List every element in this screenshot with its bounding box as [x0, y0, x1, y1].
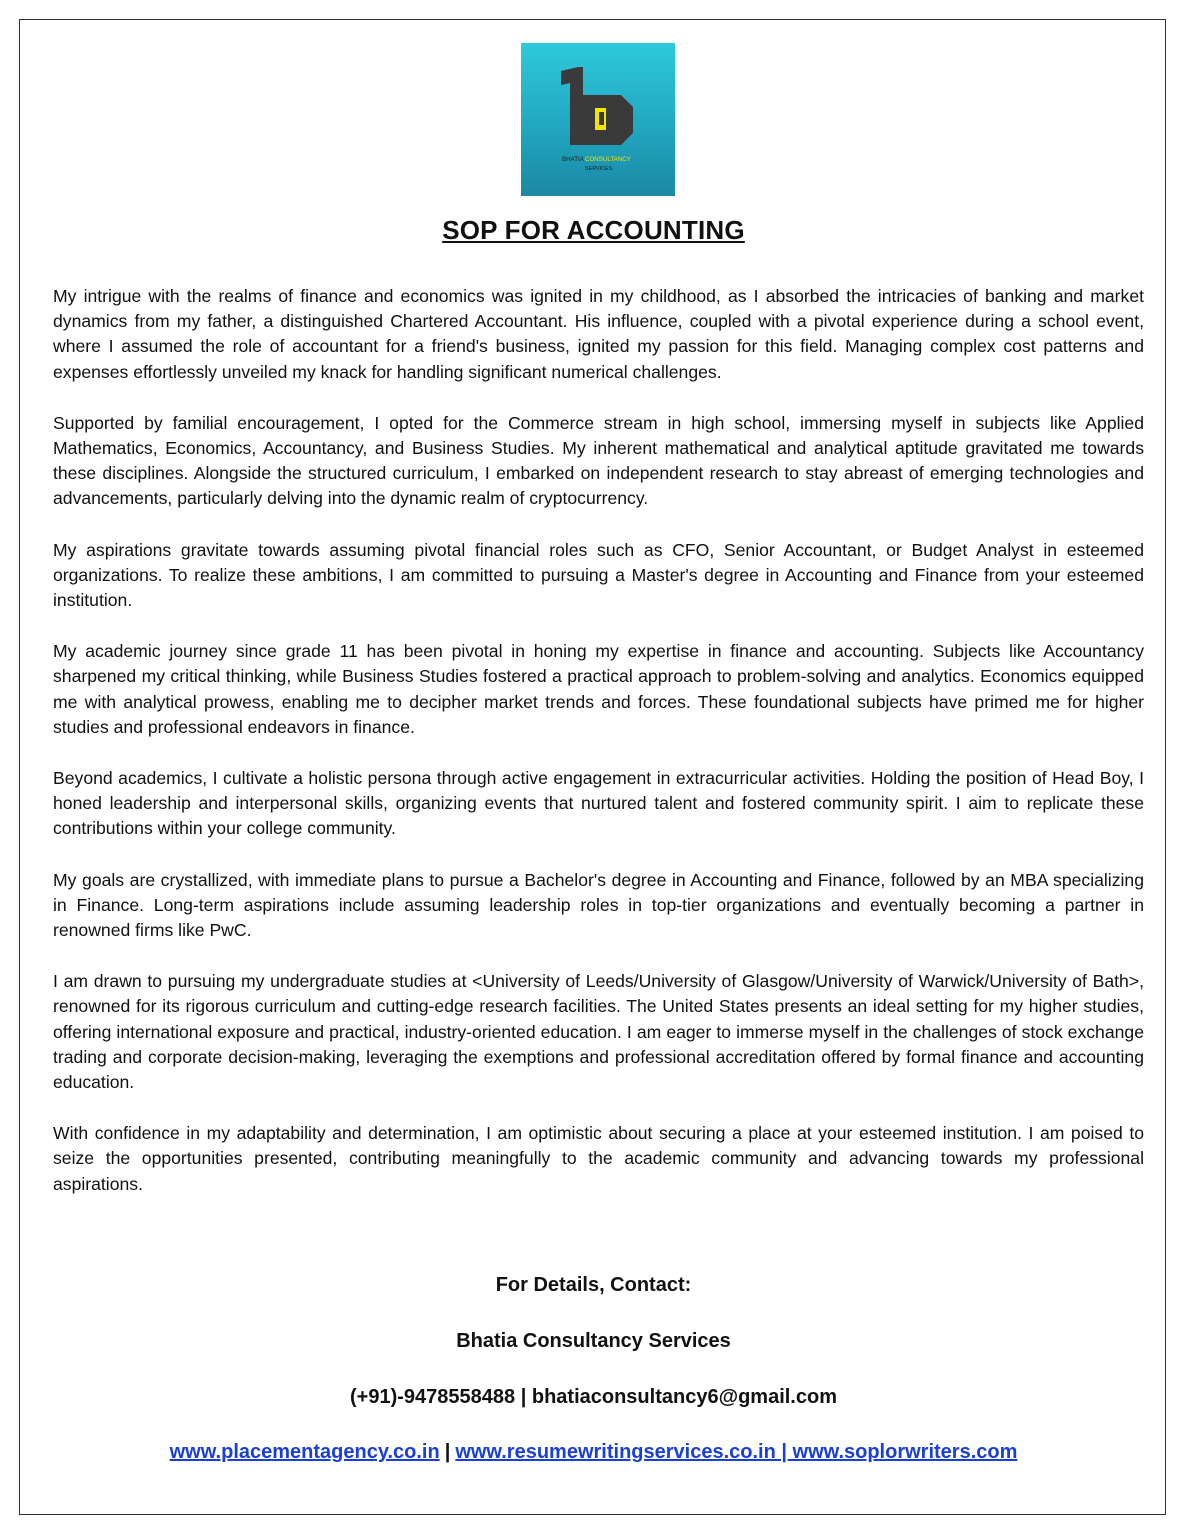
logo-text-bhatia: BHATIA — [562, 156, 584, 163]
website-links — [0, 1441, 1187, 1464]
logo-text-consultancy: CONSULTANCY — [585, 156, 631, 163]
company-name: Bhatia Consultancy Services — [456, 1330, 731, 1352]
link-separator: | — [444, 1441, 451, 1463]
company-logo — [521, 43, 675, 196]
paragraph-3: My aspirations gravitate towards assuming pivotal financial roles such as CFO, Senior Accountant, or Budget Analyst in esteemed organizations. To realize these ambitions, I am committed to pursuing a Master's degree in Accounting and Finance from your esteemed institution. — [53, 539, 1144, 611]
logo-text-services: SERVICES — [585, 166, 613, 172]
paragraph-5: Beyond academics, I cultivate a holistic persona through active engagement in extracurricular activities. Holding the position of Head Boy, I honed leadership and interpersonal skills, organizing events that nurtured talent and fostered community spirit. I aim to replicate these contributions within your college community. — [53, 768, 1144, 839]
paragraph-4: My academic journey since grade 11 has been pivotal in honing my expertise in finance and accounting. Subjects like Accountancy sharpened my critical thinking, while Business Studies fostered a practical approach to problem-solving and analytics. Economics equipped me with analytical prowess, enabling me to decipher market trends and forces. These foundational subjects have primed me for higher studies and professional endeavors in finance. — [53, 641, 1144, 737]
paragraph-7: I am drawn to pursuing my undergraduate studies at <University of Leeds/University of Glasgow/University of Warwick/University of Bath>, renowned for its rigorous curriculum and cutting-edge research facilities. The United States presents an ideal setting for my higher studies, offering international exposure and practical, industry-oriented education. I am eager to immerse myself in the challenges of stock exchange trading and corporate decision-making, leveraging the exemptions and professional accreditation offered by formal finance and accounting education. — [53, 971, 1144, 1093]
paragraph-8: With confidence in my adaptability and determination, I am optimistic about securing a place at your esteemed institution. I am poised to seize the opportunities presented, contributing meaningfully to the academic community and advancing towards my professional aspirations. — [53, 1123, 1144, 1194]
contact-heading: For Details, Contact: — [495, 1274, 692, 1296]
link-resume-sop-writers[interactable]: www.resumewritingservices.co.in | www.soplorwriters.com — [455, 1441, 1018, 1463]
logo-mark — [521, 43, 675, 196]
document-title: SOP FOR ACCOUNTING — [442, 215, 745, 245]
sop-body — [53, 284, 1144, 1223]
paragraph-1: My intrigue with the realms of finance and economics was ignited in my childhood, as I absorbed the intricacies of banking and market dynamics from my father, a distinguished Chartered Accountant. His influence, coupled with a pivotal experience during a school event, where I assumed the role of accountant for a friend's business, ignited my passion for this field. Managing complex cost patterns and expenses effortlessly unveiled my knack for handling significant numerical challenges. — [53, 286, 1144, 382]
paragraph-2: Supported by familial encouragement, I opted for the Commerce stream in high school, immersing myself in subjects like Applied Mathematics, Economics, Accountancy, and Business Studies. My inherent mathematical and analytical aptitude gravitated me towards these disciplines. Alongside the structured curriculum, I embarked on independent research to stay abreast of emerging technologies and advancements, particularly delving into the dynamic realm of cryptocurrency. — [53, 412, 1144, 509]
paragraph-6: My goals are crystallized, with immediate plans to pursue a Bachelor's degree in Accounting and Finance, followed by an MBA specializing in Finance. Long-term aspirations include assuming leadership roles in top-tier organizations and eventually becoming a partner in renowned firms like PwC. — [53, 869, 1144, 941]
link-placement-agency[interactable]: www.placementagency.co.in — [169, 1441, 440, 1463]
phone-email: (+91)-9478558488 | bhatiaconsultancy6@gmail.com — [350, 1386, 837, 1408]
